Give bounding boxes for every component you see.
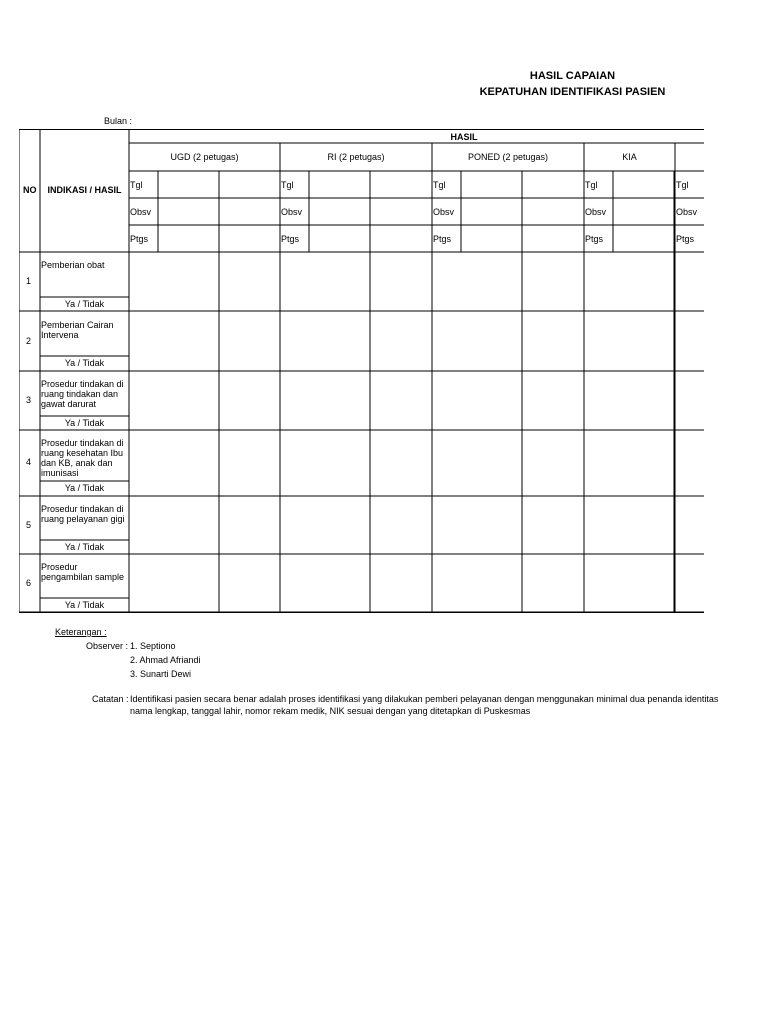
row-indikasi-6: Prosedur pengambilan sample <box>41 562 125 582</box>
page-title-line2: KEPATUHAN IDENTIFIKASI PASIEN <box>479 86 666 98</box>
sub-label-tgl-3: Tgl <box>433 180 446 190</box>
sub-label-ptgs-2: Ptgs <box>281 234 300 244</box>
sub-label-ptgs-3: Ptgs <box>433 234 452 244</box>
row-indikasi-5: Prosedur tindakan di ruang pelayanan gigi <box>41 504 125 524</box>
sub-label-tgl-4: Tgl <box>585 180 598 190</box>
row-no-4: 4 <box>26 457 32 467</box>
row-indikasi-2: Pemberian Cairan Intervena <box>41 320 114 340</box>
sub-label-ptgs-5: Ptgs <box>676 234 695 244</box>
row-answer-6: Ya / Tidak <box>64 600 105 610</box>
observer-2: 2. Ahmad Afriandi <box>130 655 201 665</box>
unit-header-4: KIA <box>622 152 637 162</box>
header-hasil: HASIL <box>450 132 478 142</box>
sub-label-obsv-4: Obsv <box>585 207 607 217</box>
catatan-text-1: Identifikasi pasien secara benar adalah proses identifikasi yang dilakukan pemberi pelayanan dengan menggunakan minimal dua penanda identitas <box>130 694 719 704</box>
row-no-6: 6 <box>26 578 32 588</box>
row-indikasi-4: Prosedur tindakan di ruang kesehatan Ibu dan KB, anak dan imunisasi <box>41 438 124 478</box>
unit-header-3: PONED (2 petugas) <box>467 152 549 162</box>
sub-label-ptgs-1: Ptgs <box>130 234 149 244</box>
row-no-5: 5 <box>26 520 32 530</box>
observer-1: 1. Septiono <box>130 641 176 651</box>
sub-label-obsv-2: Obsv <box>281 207 303 217</box>
row-no-2: 2 <box>26 336 32 346</box>
catatan-label: Catatan : <box>92 694 129 704</box>
observer-3: 3. Sunarti Dewi <box>130 669 192 679</box>
row-no-3: 3 <box>26 395 32 405</box>
sub-label-obsv-5: Obsv <box>676 207 698 217</box>
bulan-label: Bulan : <box>104 116 133 126</box>
sub-label-tgl-2: Tgl <box>281 180 294 190</box>
catatan-text-2: nama lengkap, tanggal lahir, nomor rekam medik, NIK sesuai dengan yang ditetapkan di Puskesmas <box>130 706 531 716</box>
table-grid-lines <box>19 129 704 613</box>
header-no: NO <box>23 185 37 195</box>
keterangan-label: Keterangan : <box>55 627 107 637</box>
row-indikasi-1: Pemberian obat <box>41 260 105 270</box>
sub-label-obsv-3: Obsv <box>433 207 455 217</box>
row-answer-3: Ya / Tidak <box>64 418 105 428</box>
page-title-line1: HASIL CAPAIAN <box>529 70 616 82</box>
unit-header-2: RI (2 petugas) <box>327 152 385 162</box>
unit-header-1: UGD (2 petugas) <box>170 152 239 162</box>
compliance-table <box>19 129 704 613</box>
sub-label-tgl-1: Tgl <box>130 180 143 190</box>
row-answer-2: Ya / Tidak <box>64 358 105 368</box>
observer-label: Observer : <box>86 641 129 651</box>
row-indikasi-3: Prosedur tindakan di ruang tindakan dan gawat darurat <box>41 379 124 409</box>
row-answer-4: Ya / Tidak <box>64 483 105 493</box>
row-answer-5: Ya / Tidak <box>64 542 105 552</box>
sub-label-ptgs-4: Ptgs <box>585 234 604 244</box>
header-indikasi: INDIKASI / HASIL <box>47 185 122 195</box>
sub-label-obsv-1: Obsv <box>130 207 152 217</box>
row-no-1: 1 <box>26 276 32 286</box>
sub-label-tgl-5: Tgl <box>676 180 689 190</box>
row-answer-1: Ya / Tidak <box>64 299 105 309</box>
